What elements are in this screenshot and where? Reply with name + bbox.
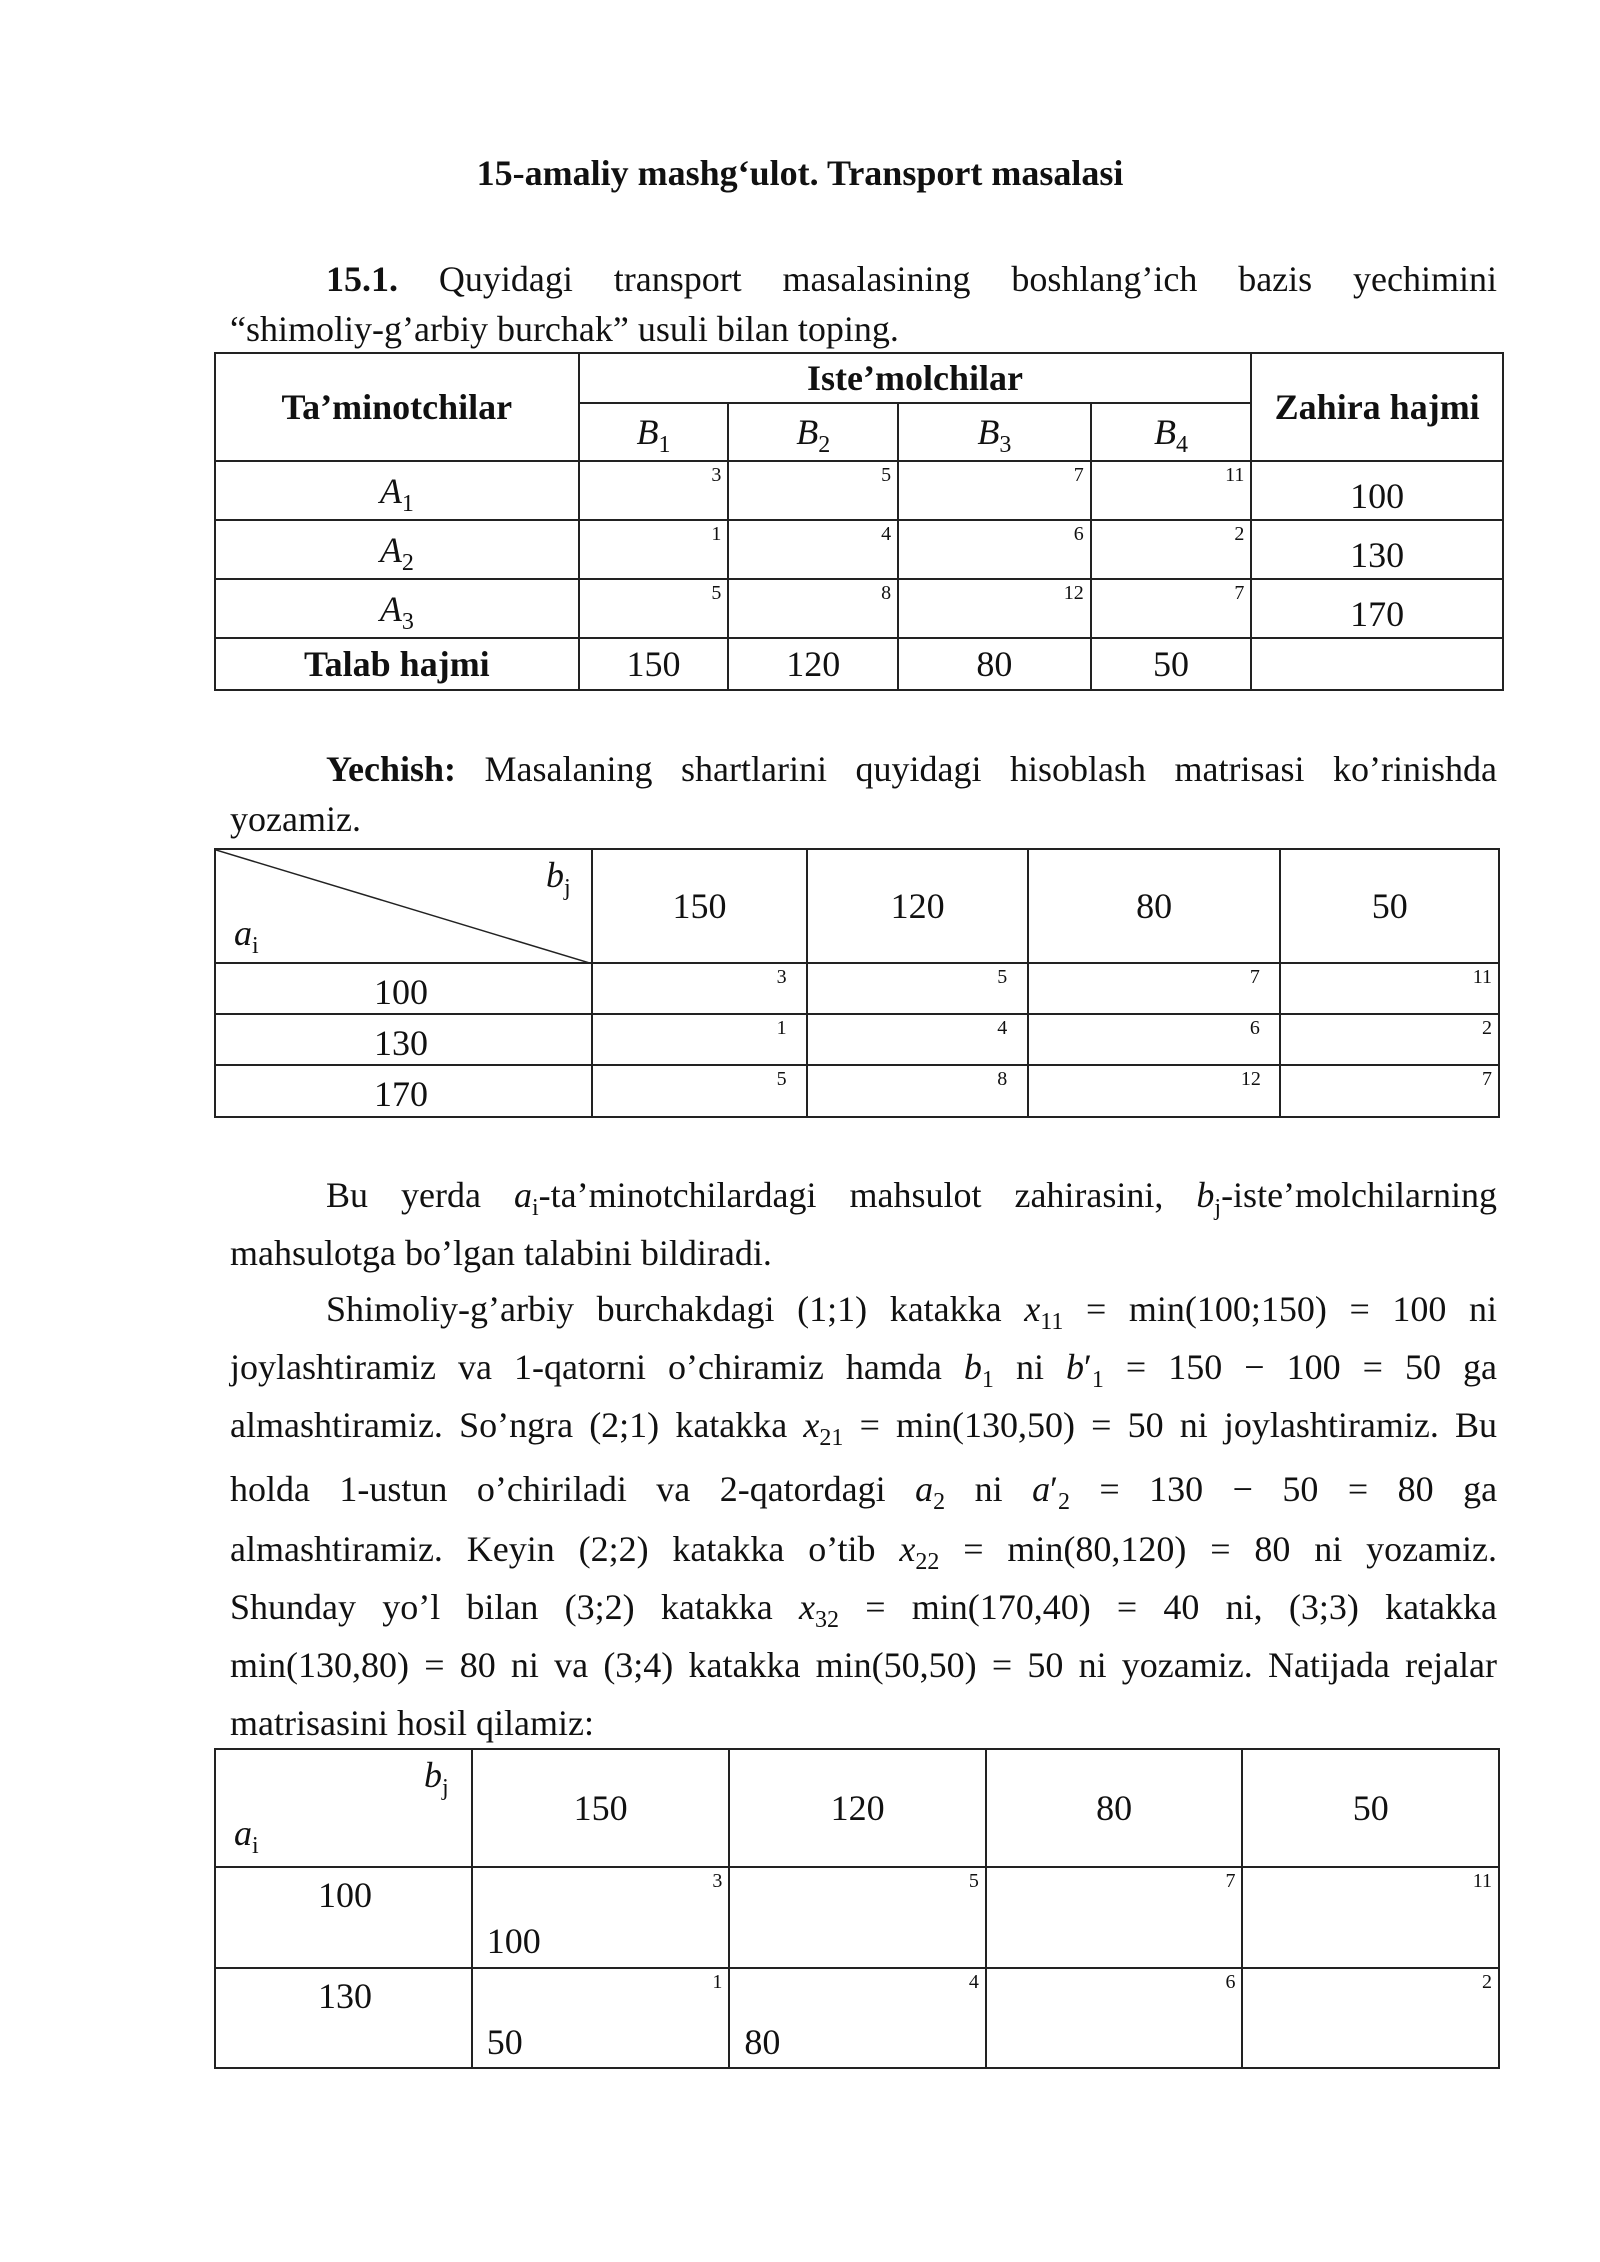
demand-value: 50 [1242,1749,1499,1867]
demand-value: 150 [579,638,729,690]
cost-cell: 2 [1091,520,1252,579]
cost-cell: 11 [1091,461,1252,520]
demand-label: Talab hajmi [215,638,579,690]
consumer-header: Iste’molchilar [579,353,1252,403]
empty-cell [1251,638,1503,690]
supplier-a1: $A_1$ [215,461,579,520]
table-row [215,1014,1499,1065]
explanation-line-6: holda 1-ustun o’chiriladi va 2-qatordagi $a_2$ ni $a'_2 = 130 - 50 = 80$ ga [230,1469,1498,1515]
cost-cell: 8 [807,1065,1028,1117]
stock-value: 130 [215,1968,472,2068]
explanation-line-1: Bu yerda $a_i-ta’minotchilardagi$ mahsulot zahirasini, $b_j-iste’molchilarning$ [326,1175,1497,1221]
table-row [215,1867,1499,1968]
cost-cell: 12 [1028,1065,1281,1117]
cost-cell: 1 [592,1014,808,1065]
cost-cell: 5 [579,579,729,638]
explanation-line-10: matrisasini hosil qilamiz: [230,1703,594,1743]
cost-cell: 5 [807,963,1028,1014]
bj-label: $b_j$ [424,1755,449,1801]
cost-cell: 7 [1091,579,1252,638]
cost-cell: 7 [1028,963,1281,1014]
table-row [215,1968,1499,2068]
allocation-cell: 1 50 [472,1968,730,2068]
cost-cell: 1 [579,520,729,579]
task-number: 15.1. [326,259,398,299]
cost-cell: 11 [1280,963,1499,1014]
cost-cell: 8 [728,579,898,638]
cost-cell: 4 [807,1014,1028,1065]
ai-label: $a_i$ [234,913,259,959]
stock-value: 130 [1251,520,1503,579]
solution-line-2: yozamiz. [230,799,361,839]
allocation-cell: 6 [986,1968,1243,2068]
demand-value: 80 [1028,849,1281,963]
cost-cell: 2 [1280,1014,1499,1065]
demand-value: 50 [1280,849,1499,963]
consumer-b2: $B_2$ [728,403,898,461]
supplier-a3: $A_3$ [215,579,579,638]
cost-cell: 6 [898,520,1091,579]
stock-value: 130 [215,1014,592,1065]
table-row [215,520,1503,579]
diagonal-header [215,849,592,963]
demand-value: 150 [472,1749,730,1867]
transport-table [214,352,1504,691]
cost-cell: 5 [592,1065,808,1117]
cost-cell: 4 [728,520,898,579]
stock-value: 100 [215,963,592,1014]
explanation-line-2: mahsulotga bo’lgan talabini bildiradi. [230,1233,772,1273]
solution-label: Yechish: [326,749,457,789]
demand-value: 120 [729,1749,986,1867]
stock-header: Zahira hajmi [1251,353,1503,461]
task-text-1: Quyidagi transport masalasining boshlang’ich bazis yechimini [438,259,1498,299]
stock-value: 170 [1251,579,1503,638]
demand-value: 80 [898,638,1091,690]
allocation-cell: 7 [986,1867,1243,1968]
table-row [215,461,1503,520]
supplier-header: Ta’minotchilar [215,353,579,461]
allocation-matrix [214,1748,1500,2069]
allocation-cell: 11 [1242,1867,1499,1968]
cost-cell: 12 [898,579,1091,638]
cost-cell: 6 [1028,1014,1281,1065]
stock-value: 100 [215,1867,472,1968]
explanation-line-8: Shunday yo’l bilan (3;2) katakka $x_{32} = \min(170,40) = 40$ ni, (3;3) katakka [230,1587,1498,1633]
demand-value: 80 [986,1749,1243,1867]
explanation-line-4: joylashtiramiz va 1-qatorni o’chiramiz hamda $b_1$ ni $b'_1 = 150 - 100 = 50$ ga [230,1347,1497,1393]
explanation-line-9: min(130,80) = 80 ni va (3;4) katakka min(50,50) = 50 ni yozamiz. Natijada rejalar [230,1645,1498,1685]
explanation-line-7: almashtiramiz. Keyin (2;2) katakka o’tib $x_{22} = \min(80,120) = 80$ ni yozamiz. [230,1529,1498,1575]
cost-cell: 7 [1280,1065,1499,1117]
consumer-b3: $B_3$ [898,403,1091,461]
table-row [215,963,1499,1014]
supplier-a2: $A_2$ [215,520,579,579]
allocation-cell: 2 [1242,1968,1499,2068]
stock-value: 100 [1251,461,1503,520]
cost-cell: 5 [728,461,898,520]
cost-matrix [214,848,1500,1118]
corner-header [215,1749,472,1867]
table-row [215,1065,1499,1117]
consumer-b1: $B_1$ [579,403,729,461]
cost-cell: 7 [898,461,1091,520]
demand-value: 120 [728,638,898,690]
explanation-line-3: Shimoliy-g’arbiy burchakdagi (1;1) katakka $x_{11}$ = min(100;150) = 100 ni [326,1289,1497,1335]
table-row [215,579,1503,638]
allocation-cell: 3 100 [472,1867,730,1968]
bj-label: $b_j$ [546,855,571,901]
allocation-cell: 4 80 [729,1968,986,2068]
task-line-2: “shimoliy-g’arbiy burchak” usuli bilan toping. [230,309,899,349]
diagonal-line [216,850,593,964]
allocation-cell: 5 [729,1867,986,1968]
explanation-line-5: almashtiramiz. So’ngra (2;1) katakka $x_{21} = \min(130,50) = 50$ ni joylashtiramiz. Bu [230,1405,1498,1451]
stock-value: 170 [215,1065,592,1117]
solution-line-1: Yechish: Masalaning shartlarini quyidagi hisoblash matrisasi ko’rinishda [326,749,1497,789]
demand-value: 50 [1091,638,1252,690]
demand-row [215,638,1503,690]
demand-value: 150 [592,849,808,963]
demand-value: 120 [807,849,1028,963]
cost-cell: 3 [579,461,729,520]
cost-cell: 3 [592,963,808,1014]
consumer-b4: $B_4$ [1091,403,1252,461]
page-title: 15-amaliy mashg‘ulot. Transport masalasi [476,153,1124,193]
ai-label: $a_i$ [234,1813,259,1859]
